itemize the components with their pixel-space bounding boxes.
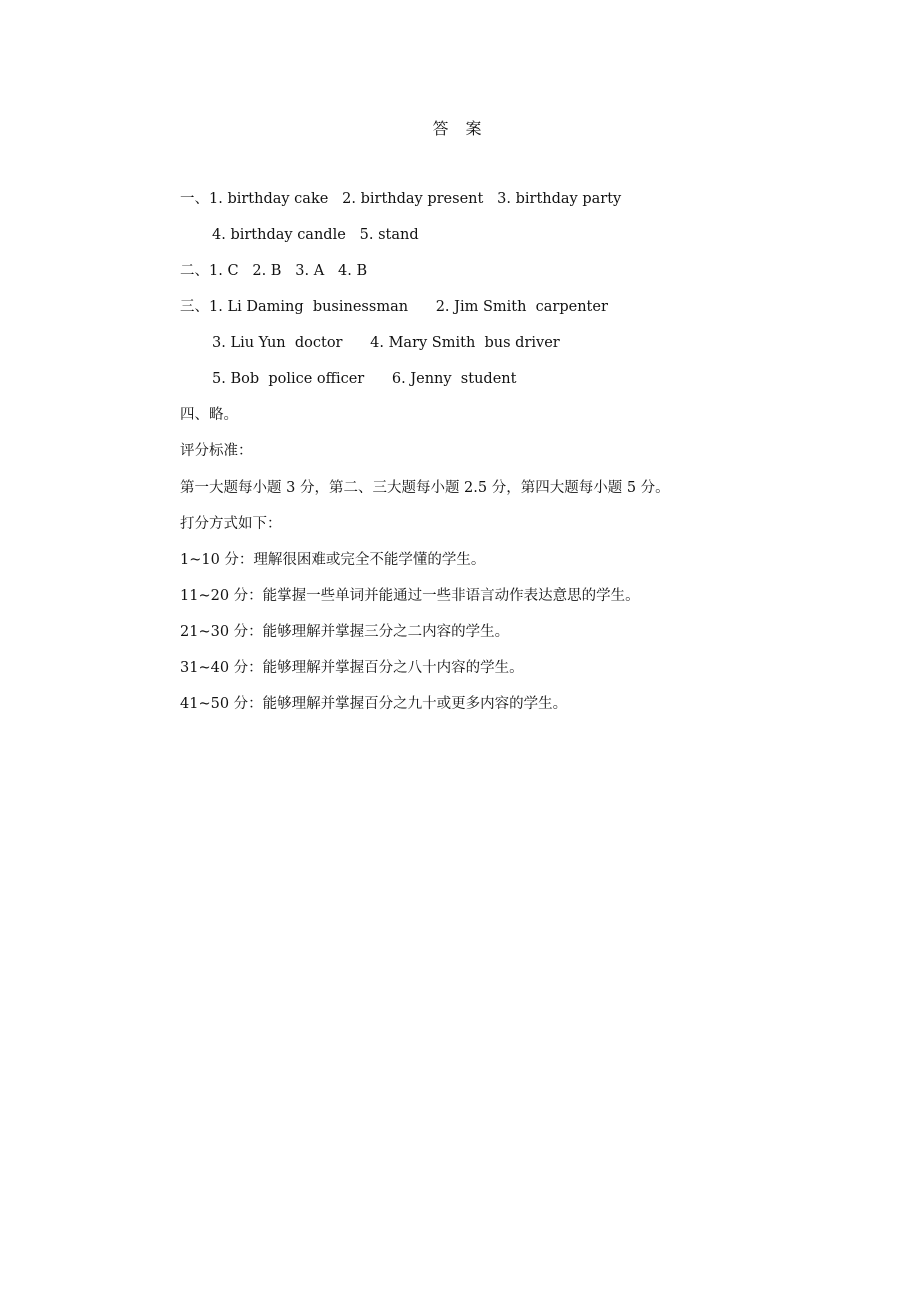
scoring-rule: 第一大题每小题 3 分，第二、三大题每小题 2.5 分，第四大题每小题 5 分。 <box>180 480 670 496</box>
scoring-level: 41~50 分：能够理解并掌握百分之九十或更多内容的学生。 <box>180 696 568 712</box>
section3-line3: 5. Bob police officer 6. Jenny student <box>212 371 517 387</box>
page-title: 答 案 <box>432 119 488 138</box>
scoring-method-heading: 打分方式如下： <box>180 516 282 532</box>
scoring-level: 31~40 分：能够理解并掌握百分之八十内容的学生。 <box>180 660 524 676</box>
section3-line1: 三、1. Li Daming businessman 2. Jim Smith carpenter <box>180 299 608 315</box>
scoring-level: 1~10 分：理解很困难或完全不能学懂的学生。 <box>180 552 486 568</box>
section2-line1: 二、1. C 2. B 3. A 4. B <box>180 263 368 279</box>
section1-line2: 4. birthday candle 5. stand <box>212 227 419 243</box>
section1-line1: 一、1. birthday cake 2. birthday present 3. birthday party <box>180 191 622 207</box>
section4-line1: 四、略。 <box>180 407 238 423</box>
scoring-level: 21~30 分：能够理解并掌握三分之二内容的学生。 <box>180 624 510 640</box>
scoring-level: 11~20 分：能掌握一些单词并能通过一些非语言动作表达意思的学生。 <box>180 588 640 604</box>
section3-line2: 3. Liu Yun doctor 4. Mary Smith bus driver <box>212 335 560 351</box>
scoring-heading: 评分标准： <box>180 443 253 459</box>
